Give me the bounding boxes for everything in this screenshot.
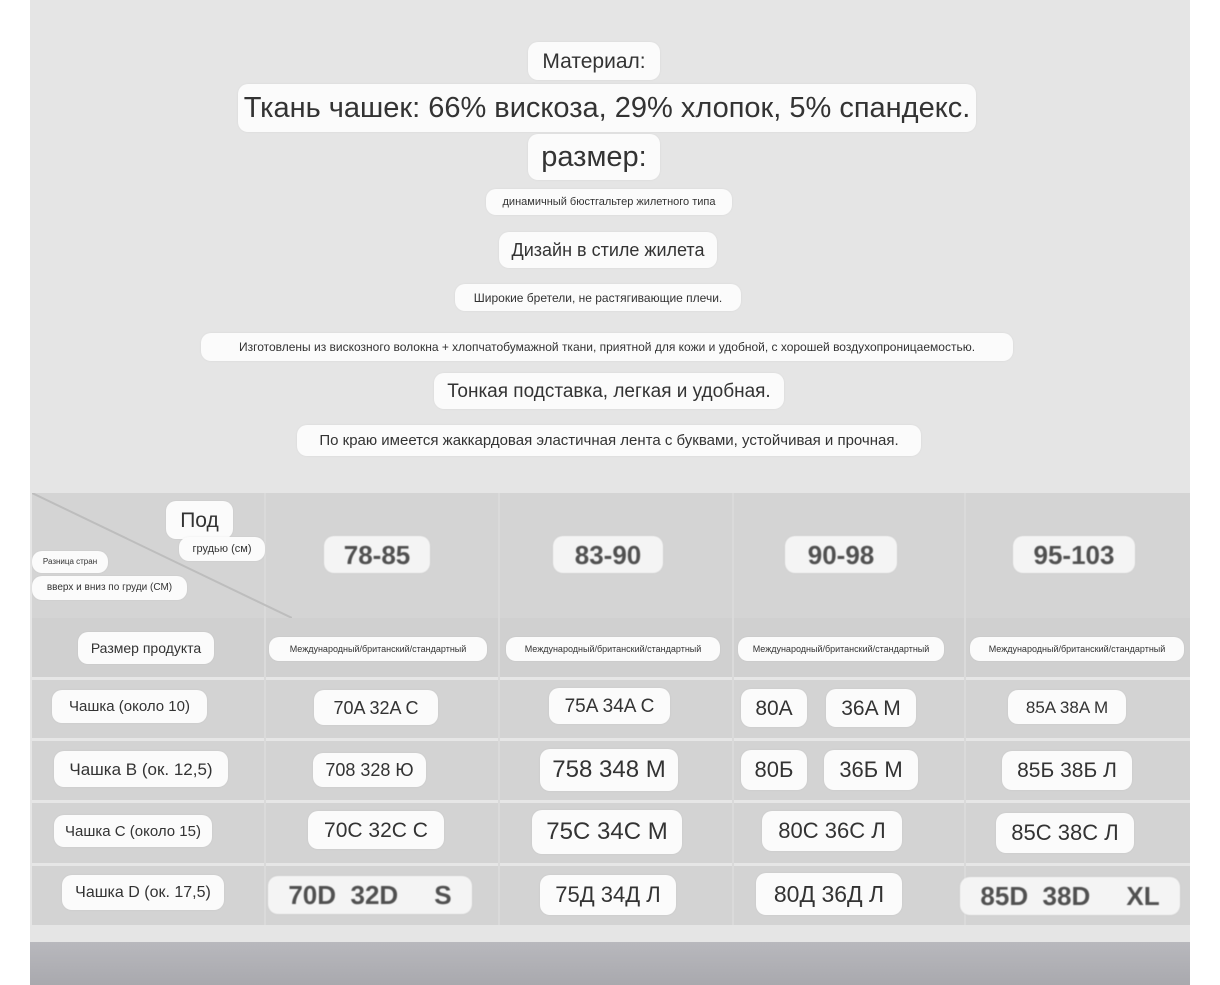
- feature-line: динамичный бюстгальтер жилетного типа: [486, 189, 732, 215]
- range-header: 95-103: [1013, 536, 1135, 573]
- size-cell: 80A: [741, 689, 807, 727]
- size-cell: 80C 36C Л: [762, 811, 902, 851]
- size-cell: 85D 38D XL: [960, 877, 1180, 915]
- product-size-label: Размер продукта: [78, 632, 214, 664]
- size-cell: 75C 34C M: [532, 810, 682, 854]
- size-cell: 80Б: [741, 750, 807, 790]
- feature-line: Тонкая подставка, легкая и удобная.: [434, 373, 784, 409]
- standard-label: Международный/британский/стандартный: [970, 637, 1184, 661]
- size-cell: 70A 32A C: [314, 690, 438, 725]
- bottom-photo-strip: [30, 942, 1190, 985]
- standard-label: Международный/британский/стандартный: [738, 637, 944, 661]
- size-cell: 85C 38C Л: [996, 813, 1134, 853]
- feature-line: По краю имеется жаккардовая эластичная лента с буквами, устойчивая и прочная.: [297, 425, 921, 456]
- feature-line: Изготовлены из вискозного волокна + хлопчатобумажной ткани, приятной для кожи и удобной, с хорошей воздухопроницаемостью.: [201, 333, 1013, 361]
- cup-label: Чашка B (ок. 12,5): [54, 751, 228, 787]
- size-cell: 85Б 38Б Л: [1002, 751, 1132, 790]
- corner-bust-label: вверх и вниз по груди (СМ): [32, 576, 187, 600]
- fabric-composition: Ткань чашек: 66% вискоза, 29% хлопок, 5% спандекс.: [238, 84, 976, 132]
- cup-label: Чашка C (около 15): [54, 815, 212, 847]
- range-header: 83-90: [553, 536, 663, 573]
- size-cell: 758 348 M: [540, 749, 678, 791]
- size-cell: 80Д 36Д Л: [756, 873, 902, 915]
- size-cell: 85A 38A M: [1008, 690, 1126, 724]
- size-cell: 36Б M: [824, 750, 918, 790]
- standard-label: Международный/британский/стандартный: [269, 637, 487, 661]
- standard-label: Международный/британский/стандартный: [506, 637, 720, 661]
- size-label: размер:: [528, 134, 660, 180]
- size-cell: 75A 34A C: [549, 688, 670, 724]
- size-cell: 36A M: [826, 689, 916, 727]
- feature-line: Дизайн в стиле жилета: [499, 232, 717, 268]
- range-header: 78-85: [324, 536, 430, 573]
- corner-country-label: Разница стран: [32, 551, 108, 573]
- size-cell: 708 328 Ю: [313, 753, 426, 787]
- cup-label: Чашка (около 10): [52, 690, 207, 723]
- range-header: 90-98: [785, 536, 897, 573]
- size-cell: 70C 32C C: [308, 811, 444, 849]
- product-info-canvas: [30, 0, 1190, 985]
- corner-under-label: Под: [166, 501, 233, 539]
- cup-label: Чашка D (ок. 17,5): [62, 875, 224, 910]
- size-table: [32, 493, 1190, 925]
- size-cell: 70D 32D S: [268, 876, 472, 914]
- size-cell: 75Д 34Д Л: [540, 875, 676, 915]
- material-label: Материал:: [528, 42, 660, 80]
- corner-chest-label: грудью (см): [179, 537, 265, 561]
- feature-line: Широкие бретели, не растягивающие плечи.: [455, 284, 741, 311]
